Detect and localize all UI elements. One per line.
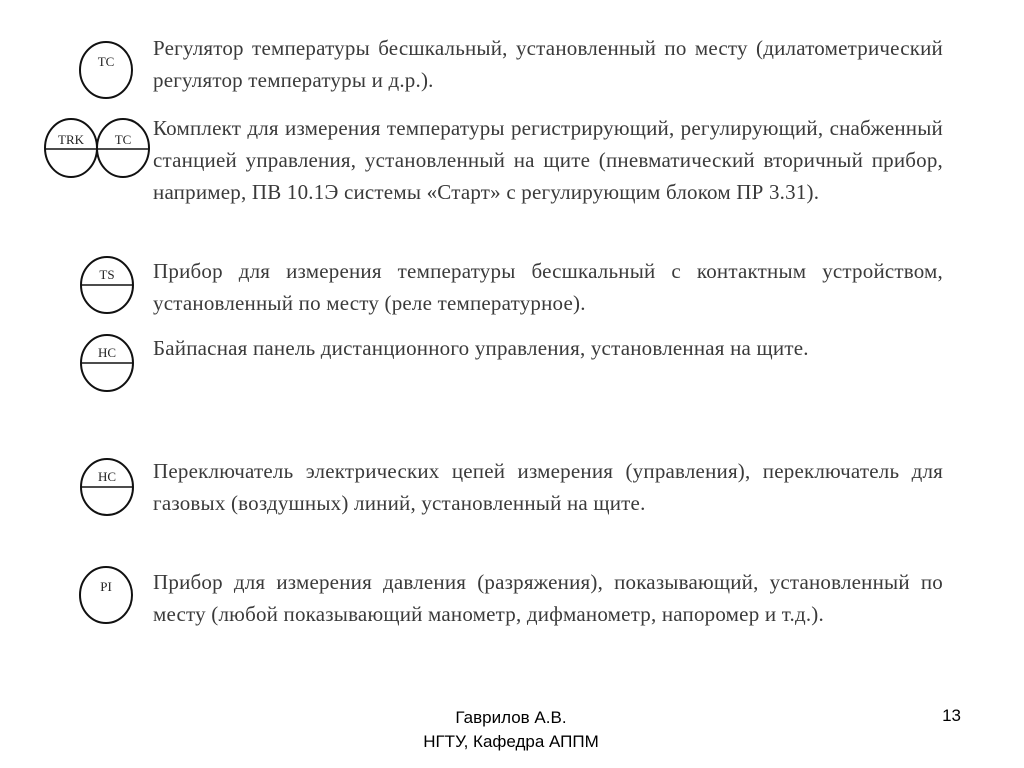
instrument-symbol-pi <box>77 564 135 626</box>
symbol-label: TC <box>114 132 132 147</box>
instrument-symbol-trk-tc-panel <box>44 115 154 181</box>
footer-author: Гаврилов А.В. <box>455 708 567 727</box>
symbol-label: HC <box>97 345 117 360</box>
instrument-symbol-hc-switch <box>78 456 136 518</box>
description-6: Прибор для измерения давления (разряжения), показывающий, установленный по месту (любой показывающий манометр, дифманометр, напоромер и т.д.). <box>153 570 943 626</box>
symbol-label: TRK <box>58 132 84 147</box>
symbol-label: HC <box>97 469 117 484</box>
description-5: Переключатель электрических цепей измерения (управления), переключатель для газовых (воздушных) линий, установленный на щите. <box>153 459 943 515</box>
description-1: Регулятор температуры бесшкальный, установленный по месту (дилатометрический регулятор температуры и д.р.). <box>153 36 943 92</box>
footer-department: НГТУ, Кафедра АППМ <box>423 732 599 751</box>
instrument-symbol-tc-local <box>77 39 135 101</box>
description-4: Байпасная панель дистанционного управления, установленная на щите. <box>153 336 809 360</box>
footer-author-block <box>380 706 642 754</box>
description-3: Прибор для измерения температуры бесшкальный с контактным устройством, установленный по месту (реле температурное). <box>153 259 943 315</box>
symbol-label: TC <box>97 54 115 69</box>
instrument-symbol-hc-bypass <box>78 332 136 394</box>
symbol-label: PI <box>100 579 112 594</box>
instrument-symbol-ts <box>78 254 136 316</box>
slide-number: 13 <box>942 706 961 725</box>
description-2: Комплект для измерения температуры регистрирующий, регулирующий, снабженный станцией управления, установленный на щите (пневматический вторичный прибор, например, ПВ 10.1Э системы «Старт» с регулирующим блоком ПР 3.31). <box>153 116 943 204</box>
symbol-label: TS <box>99 267 115 282</box>
